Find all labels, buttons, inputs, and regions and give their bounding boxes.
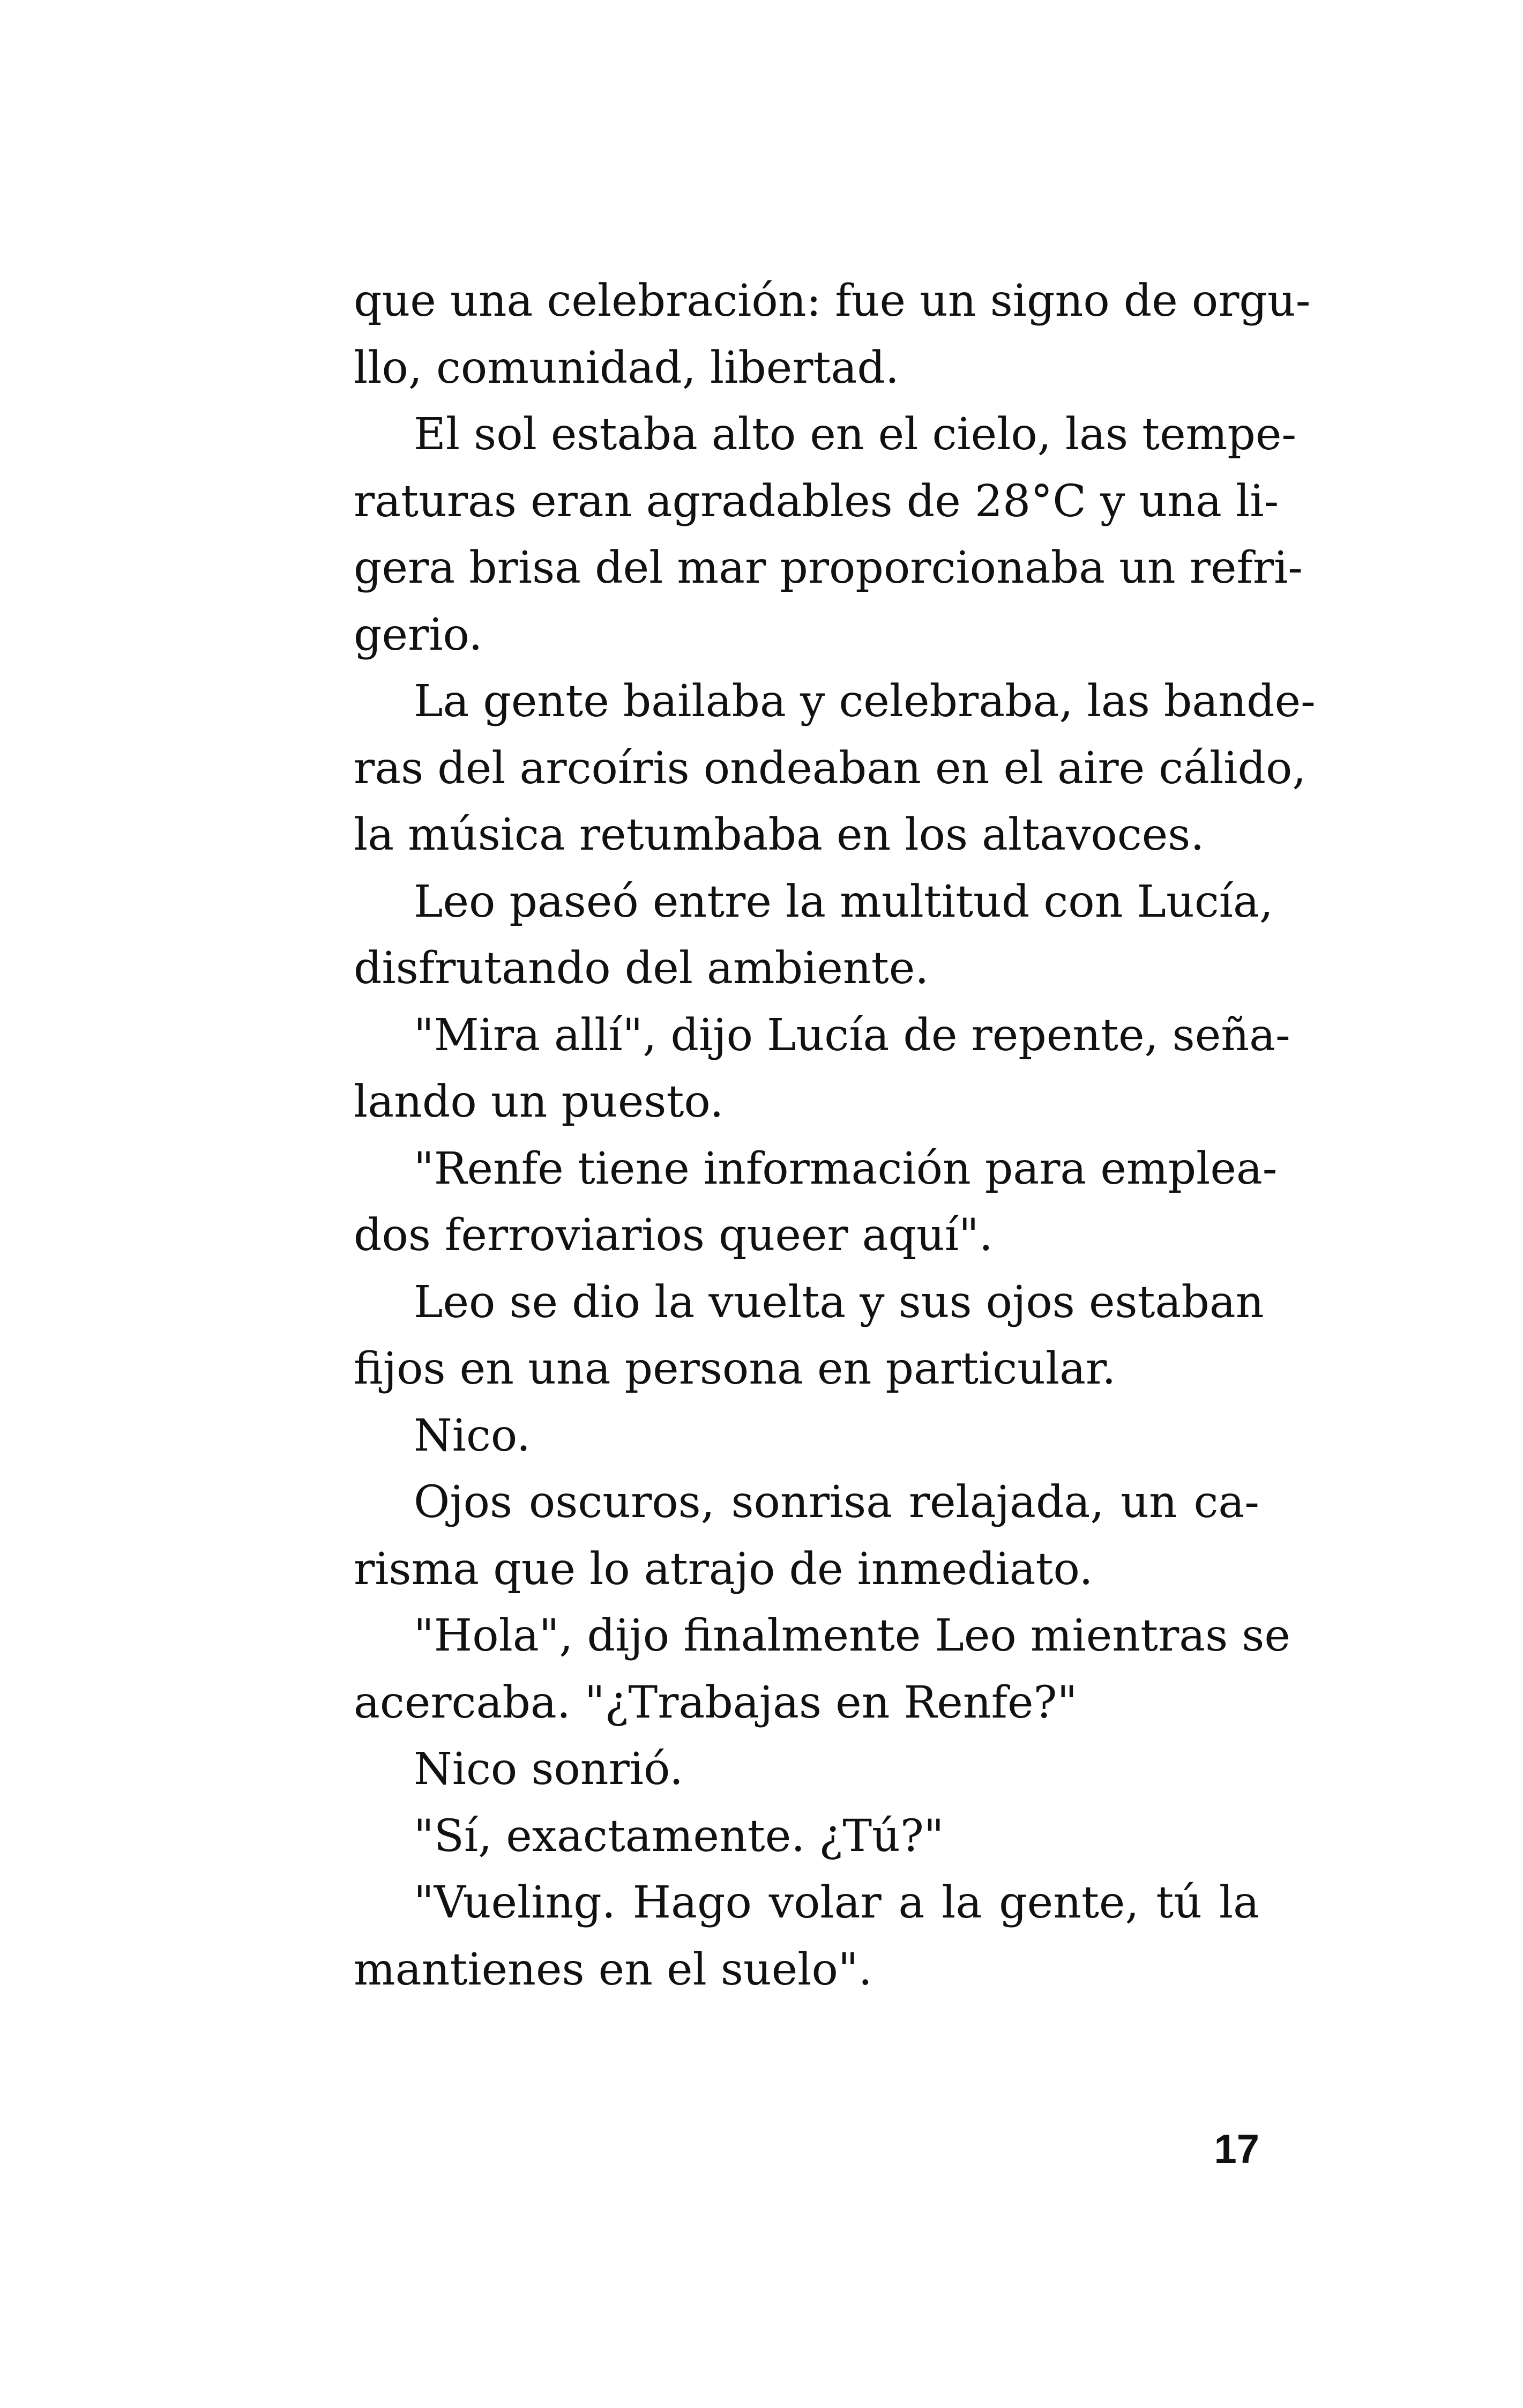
page-number: 17 — [1214, 2127, 1259, 2172]
text-line: Ojos oscuros, sonrisa relajada, un ca- — [414, 1477, 1259, 1528]
text-line: dos ferroviarios queer aquí". — [354, 1210, 993, 1261]
text-line: Leo se dio la vuelta y sus ojos estaban — [414, 1276, 1264, 1328]
paragraph — [354, 268, 1311, 402]
text-line: Nico sonrió. — [414, 1744, 684, 1795]
paragraph — [354, 402, 1303, 668]
paragraph — [354, 1603, 1290, 1736]
text-line: El sol estaba alto en el cielo, las tempe- — [414, 409, 1297, 460]
paragraph — [354, 1469, 1259, 1603]
paragraph — [354, 1136, 1278, 1269]
body-text — [354, 268, 1316, 2003]
text-line: raturas eran agradables de 28°C y una li- — [354, 475, 1279, 527]
text-line: Nico. — [414, 1410, 531, 1461]
paragraph — [354, 869, 1273, 1002]
paragraph — [354, 1736, 1259, 1803]
text-line: La gente bailaba y celebraba, las bande- — [414, 676, 1316, 727]
text-line: gerio. — [354, 609, 483, 660]
text-line: ras del arcoíris ondeaban en el aire cálido, — [354, 742, 1307, 794]
text-line: "Hola", dijo finalmente Leo mientras se — [414, 1610, 1290, 1661]
text-line: "Sí, exactamente. ¿Tú?" — [414, 1810, 944, 1862]
text-line: risma que lo atrajo de inmediato. — [354, 1543, 1093, 1595]
text-line: "Renfe tiene información para emplea- — [414, 1143, 1278, 1194]
text-line: disfrutando del ambiente. — [354, 943, 929, 994]
paragraph — [354, 1269, 1264, 1403]
paragraph — [354, 1803, 1259, 1870]
paragraph — [354, 1002, 1290, 1136]
text-line: Leo paseó entre la multitud con Lucía, — [414, 876, 1273, 927]
text-line: mantienes en el suelo". — [354, 1944, 872, 1995]
paragraph — [354, 1403, 1259, 1470]
paragraph — [354, 1870, 1259, 2003]
text-line: acercaba. "¿Trabajas en Renfe?" — [354, 1677, 1078, 1728]
text-line: fijos en una persona en particular. — [354, 1343, 1116, 1394]
text-line: la música retumbaba en los altavoces. — [354, 809, 1205, 860]
text-line: "Mira allí", dijo Lucía de repente, seña- — [414, 1009, 1290, 1061]
text-line: gera brisa del mar proporcionaba un refri- — [354, 542, 1303, 593]
paragraph — [354, 668, 1316, 869]
text-line: "Vueling. Hago volar a la gente, tú la — [414, 1877, 1259, 1928]
text-line: lando un puesto. — [354, 1076, 724, 1127]
text-line: llo, comunidad, libertad. — [354, 342, 899, 393]
text-line: que una celebración: fue un signo de orgu- — [354, 276, 1311, 326]
